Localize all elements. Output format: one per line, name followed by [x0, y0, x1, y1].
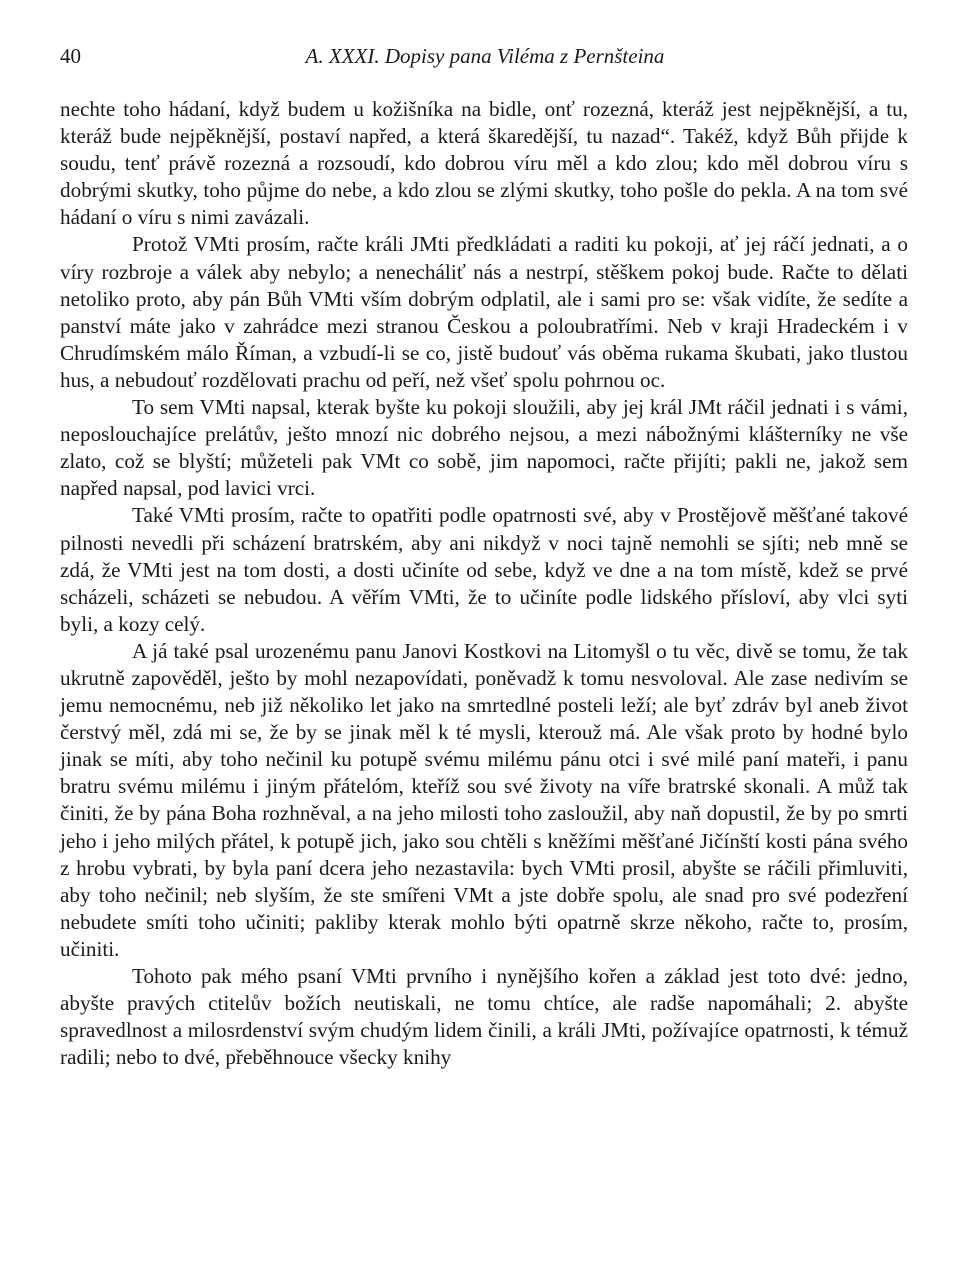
- page-header: [60, 44, 910, 74]
- paragraph: To sem VMti napsal, kterak byšte ku pokoji sloužili, aby jej král JMt ráčil jednati i s vámi, neposlouchajíce prelátův, ješto mnozí nic dobrého nejsou, a mezi nábožnými klášterníky ne vše zlato, což se blyští; můžeteli pak VMt co sobě, jim napomoci, račte přijíti; pakli ne, jakož sem napřed napsal, pod lavici vrci.: [60, 395, 908, 501]
- paragraph: A já také psal urozenému panu Janovi Kostkovi na Litomyšl o tu věc, divě se tomu, že tak ukrutně zapověděl, ješto by mohl nezapovídati, poněvadž k tomu nesvoloval. Ale zase nedivím se jemu nemocnému, neb již několiko let jako na smrtedlné posteli leží; ale byť zdráv byl aneb život čerstvý měl, zdá mi se, že by se jinak měl k té mysli, kterouž má. Ale však proto by hodné bylo jinak se míti, aby toho nečinil ku potupě svému milému pánu otci i své milé paní mateři, i panu bratru svému milému i jiným přátelóm, kteříž sou své životy na víře bratrské skonali. A můž tak činiti, že by pána Boha rozhněval, a na jeho milosti toho zasloužil, aby naň dopustil, že by po smrti jeho i jeho milých přátel, k potupě jich, jako sou chtěli s kněžími měšťané Jičínští kosti pána svého z hrobu vybrati, by byla paní dcera jeho nezastavila: bych VMti prosil, abyšte se ráčili přimluviti, aby toho nečinil; neb slyším, že ste smířeni VMt a jste dobře spolu, ale snad pro své podezření nebudete smíti toho učiniti; pakliby kterak mohlo býti opatrně skrze někoho, račte to, prosím, učiniti.: [60, 638, 908, 961]
- paragraph: Tohoto pak mého psaní VMti prvního i nynějšího kořen a základ jest toto dvé: jedno, abyšte pravých ctitelův božích neutiskali, ne tomu chtíce, ale radše napomáhali; 2. abyšte spravedlnost a milosrdenství svým chudým lidem činili, a králi JMti, požívajíce opatrnosti, k témuž radili; nebo to dvé, přeběhnouce všecky knihy: [60, 964, 908, 1070]
- paragraph: Také VMti prosím, račte to opatřiti podle opatrnosti své, aby v Prostějově měšťané takové pilnosti nevedli při scházení bratrském, aby ani nikdyž v noci tajně nemohli se sjíti; neb mně se zdá, že VMti jest na tom dosti, a dosti učiníte od sebe, když ve dne a na tom místě, kdež se prvé scházeli, scházeti se nebudou. A věřím VMti, že to učiníte podle lidského přísloví, aby vlci syti byli, a kozy celý.: [60, 503, 908, 636]
- page-number: 40: [60, 44, 81, 68]
- paragraph: Protož VMti prosím, račte králi JMti předkládati a raditi ku pokoji, ať jej ráčí jednati, a o víry rozbroje a válek aby nebylo; a nenecháliť nás a nestrpí, stěškem pokoj bude. Račte to dělati netoliko proto, aby pán Bůh VMti vším dobrým odplatil, ale i sami pro se: však vidíte, že sedíte a panství máte jako v zahrádce mezi stranou Českou a poloubratřími. Neb v kraji Hradeckém i v Chrudímském málo Říman, a vzbudí-li se co, jistě budouť vás oběma rukama škubati, jako tlustou hus, a nebudouť rozdělovati prachu od peří, než všeť spolu pohrnou oc.: [60, 232, 908, 392]
- running-title: A. XXXI. Dopisy pana Viléma z Pernšteina: [305, 44, 665, 68]
- paragraph: nechte toho hádaní, když budem u kožišníka na bidle, onť rozezná, kteráž jest nejpěknější, a tu, kteráž bude nejpěknější, postaví napřed, a která škaredější, tu nazad“. Takéž, když Bůh přijde k soudu, tenť právě rozezná a rozsoudí, kdo dobrou víru měl a kdo zlou; kdo měl dobrou víru s dobrými skutky, toho půjme do nebe, a kdo zlou se zlými skutky, toho pošle do pekla. A na tom své hádaní o víru s nimi zavázali.: [60, 97, 908, 230]
- body-text: [60, 96, 908, 1071]
